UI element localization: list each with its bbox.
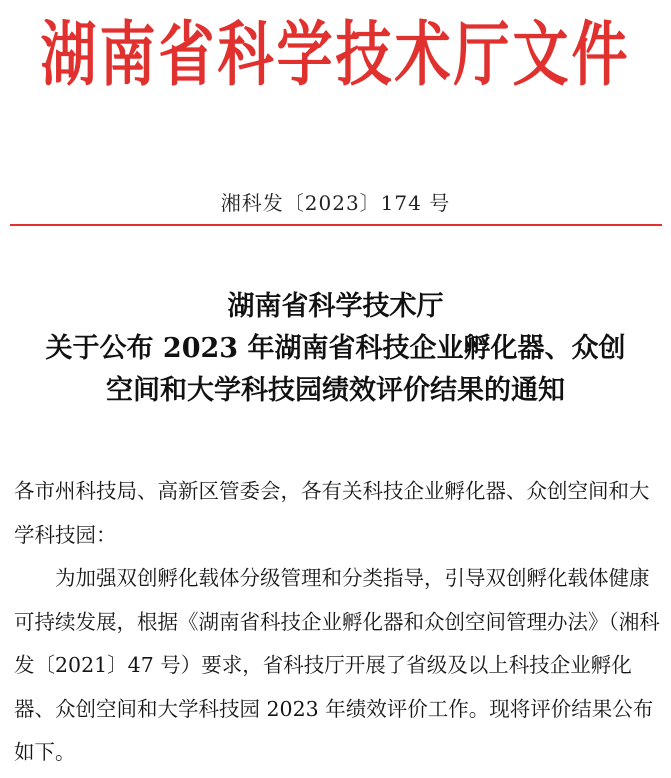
notice-title-line-3: 空间和大学科技园绩效评价结果的通知 xyxy=(106,375,565,406)
body-paragraph-1: 为加强双创孵化载体分级管理和分类指导，引导双创孵化载体健康可持续发展，根据《湖南省科技企业孵化器和众创空间管理办法》（湘科发〔2021〕47 号）要求，省科技厅开展了省级及以上科技企业孵化器、众创空间和大学科技园 2023 年绩效评价工作。现将评价结果公布如下。 xyxy=(14,566,660,764)
notice-title xyxy=(0,286,671,412)
notice-title-line-1: 湖南省科学技术厅 xyxy=(227,291,444,322)
salutation: 各市州科技局、高新区管委会，各有关科技企业孵化器、众创空间和大学科技园： xyxy=(14,479,650,547)
notice-body xyxy=(14,470,660,775)
red-divider-line xyxy=(10,224,662,226)
document-number: 湘科发〔2023〕174 号 xyxy=(220,191,451,215)
notice-title-line-2: 关于公布 2023 年湖南省科技企业孵化器、众创 xyxy=(45,333,626,364)
masthead-title: 湖南省科学技术厅文件 xyxy=(40,14,631,96)
